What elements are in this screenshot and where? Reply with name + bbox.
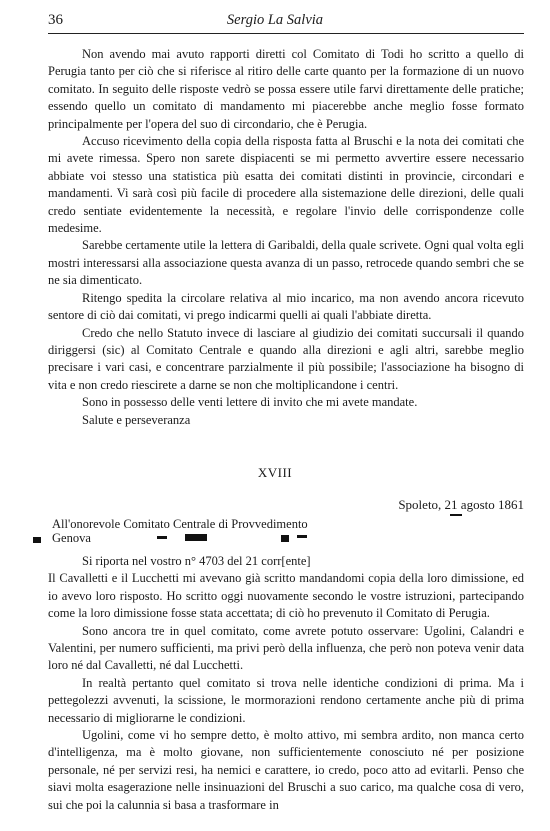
paragraph: Non avendo mai avuto rapporti diretti col Comitato di Todi ho scritto a quello di Perugia tanto per ciò che si riferisce al ritiro delle carte quanto per la formazione di un nuovo comitato. In seguito delle risposte vedrò se possa essere utile farvi direttamente delle pratiche; essendo quello un comitato di mandamento mi piacerebbe anche meglio fosse formato principalmente per l'opera del suo di circondario, che è Perugia. [48,47,524,131]
paragraph: Sarebbe certamente utile la lettera di Garibaldi, della quale scrivete. Ogni qual volta egli mostri interessarsi alla associazione questa avanza di un passo, retrocede quando sembri che se ne sia dimenticato. [48,238,524,288]
letter-body-top [48,46,524,429]
paragraph: Credo che nello Statuto invece di lasciare al giudizio dei comitati succursali il quando diriggersi (sic) al Comitato Centrale e quando alla direzioni e agli altri, sarebbe meglio precisare i vari casi, e concentrare parzialmente il più possibile; l'associazione ha bisogno di vita e non credo riescirete a darne se non che moltiplicandone i centri. [48,325,524,392]
scan-mark [185,534,207,541]
scan-mark [33,537,41,543]
paragraph: Ugolini, come vi ho sempre detto, è molto attivo, mi sembra ardito, non manca certo d'intelligenza, ma è molto giovane, non sufficientemente conosciuto né per posizione personale, né per servizi resi, ha nemici e carattere, io credo, poco atto ad evitarli. Penso che siavi molta esagerazione nelle insinuazioni del Bruschi a suo carico, ma qualche cosa di vero, sui che poi la calunnia si basa a trasformare in [48,728,524,812]
paragraph: Sono in possesso delle venti lettere di invito che mi avete mandate. [82,395,418,410]
header-rule [48,33,524,34]
addressee-city: Genova [52,531,91,545]
letter-body-bottom [48,553,524,814]
running-head: Sergio La Salvia [226,12,324,28]
paragraph: Si riporta nel vostro n° 4703 del 21 corr[ente] [82,554,311,568]
scan-mark [450,514,462,516]
dateline: Spoleto, 21 agosto 1861 [398,497,524,512]
paragraph: Sono ancora tre in quel comitato, come avrete potuto osservare: Ugolini, Calandri e Valentini, per numero sufficienti, ma privi però della influenza, che però non poteva venir data loro né dal Cavalletti, né dal Lucchetti. [48,623,524,673]
paragraph: Ritengo spedita la circolare relativa al mio incarico, ma non avendo ancora ricevuto sentore di ciò dai comitati, vi prego indicarmi quelli ai quali l'abbiate diretta. [48,290,524,323]
paragraph: In realtà pertanto quel comitato si trova nelle identiche condizioni di prima. Ma i pettegolezzi avvenuti, la scissione, le mormorazioni rendono certamente anche più di prima necessario di migliorarne le condizioni. [48,675,524,725]
section-heading: XVIII [257,465,293,480]
paragraph: Accuso ricevimento della copia della risposta fatta al Bruschi e la nota dei comitati che mi avete rimessa. Spero non sarete dispiacenti se mi permetto avvertire essere necessario abbiate voi stesso una statistica più esatta dei comitati distinti in provincie, circondari e mandamenti. Vi sarà così più facile di procedere alla sistemazione delle direzioni, delle quali credo sentiate evidentemente la necessità, e regolare l'invio delle corrispondenze colle medesime. [48,134,524,236]
paragraph: Il Cavalletti e il Lucchetti mi avevano già scritto mandandomi copia della loro dimissione, ed io avevo loro risposto. Ho scritto oggi nuovamente secondo le vostre istruzioni, partecipando come la loro dimissione fosse stata accettata; di ciò ho prevenuto il Comitato di Perugia. [48,571,524,621]
paragraph: Salute e perseveranza [82,412,191,427]
scan-mark [297,535,307,538]
scan-mark [281,535,289,542]
addressee: All'onorevole Comitato Centrale di Provvedimento [52,517,308,531]
page-number: 36 [48,12,63,28]
scan-mark [157,536,167,539]
